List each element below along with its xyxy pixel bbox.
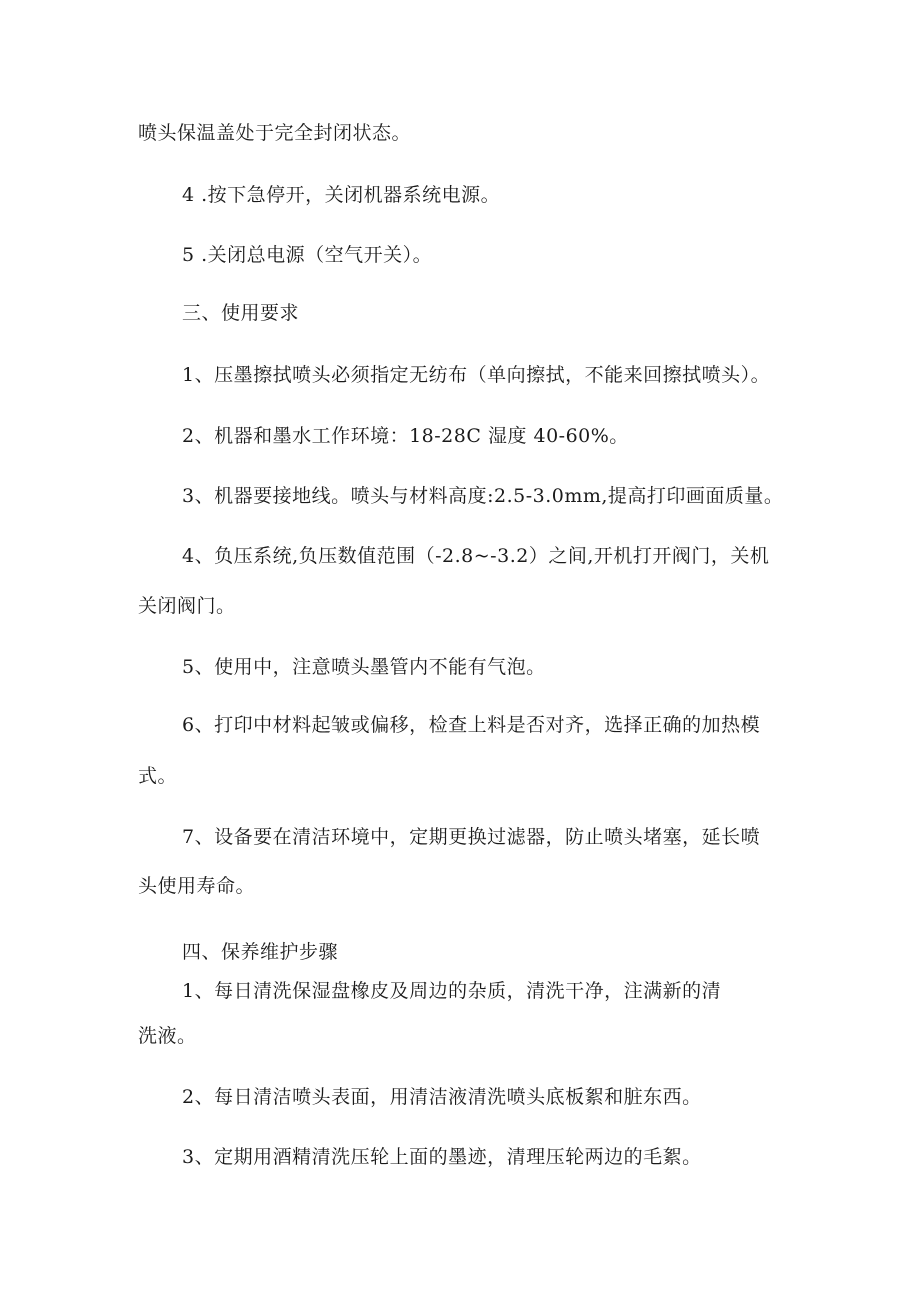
text-line: 关闭阀门。: [138, 595, 236, 617]
list-item: 4、负压系统,负压数值范围（-2.8~-3.2）之间,开机打开阀门，关机: [182, 545, 770, 567]
list-item: 6、打印中材料起皱或偏移，检查上料是否对齐，选择正确的加热模: [182, 714, 761, 736]
text-line: 式。: [138, 765, 178, 787]
section-heading: 三、使用要求: [182, 302, 300, 324]
list-item: 5 .关闭总电源（空气开关）。: [182, 244, 433, 266]
list-item: 1、压墨擦拭喷头必须指定无纺布（单向擦拭，不能来回擦拭喷头）。: [182, 364, 771, 386]
list-item: 1、每日清洗保湿盘橡皮及周边的杂质，清洗干净，注满新的清: [182, 980, 722, 1002]
text-line: 喷头保温盖处于完全封闭状态。: [138, 122, 412, 144]
text-line: 洗液。: [138, 1025, 197, 1047]
text-line: 头使用寿命。: [138, 875, 256, 897]
list-item: 5、使用中，注意喷头墨管内不能有气泡。: [182, 656, 546, 678]
list-item: 3、定期用酒精清洗压轮上面的墨迹，清理压轮两边的毛絮。: [182, 1146, 702, 1168]
list-item: 7、设备要在清洁环境中，定期更换过滤器，防止喷头堵塞，延长喷: [182, 826, 761, 848]
list-item: 2、机器和墨水工作环境：18-28C 湿度 40-60%。: [182, 425, 629, 447]
list-item: 4 .按下急停开，关闭机器系统电源。: [182, 184, 501, 206]
section-heading: 四、保养维护步骤: [182, 941, 339, 963]
list-item: 3、机器要接地线。喷头与材料高度:2.5-3.0mm,提高打印画面质量。: [182, 485, 784, 507]
list-item: 2、每日清洁喷头表面，用清洁液清洗喷头底板絮和脏东西。: [182, 1086, 702, 1108]
